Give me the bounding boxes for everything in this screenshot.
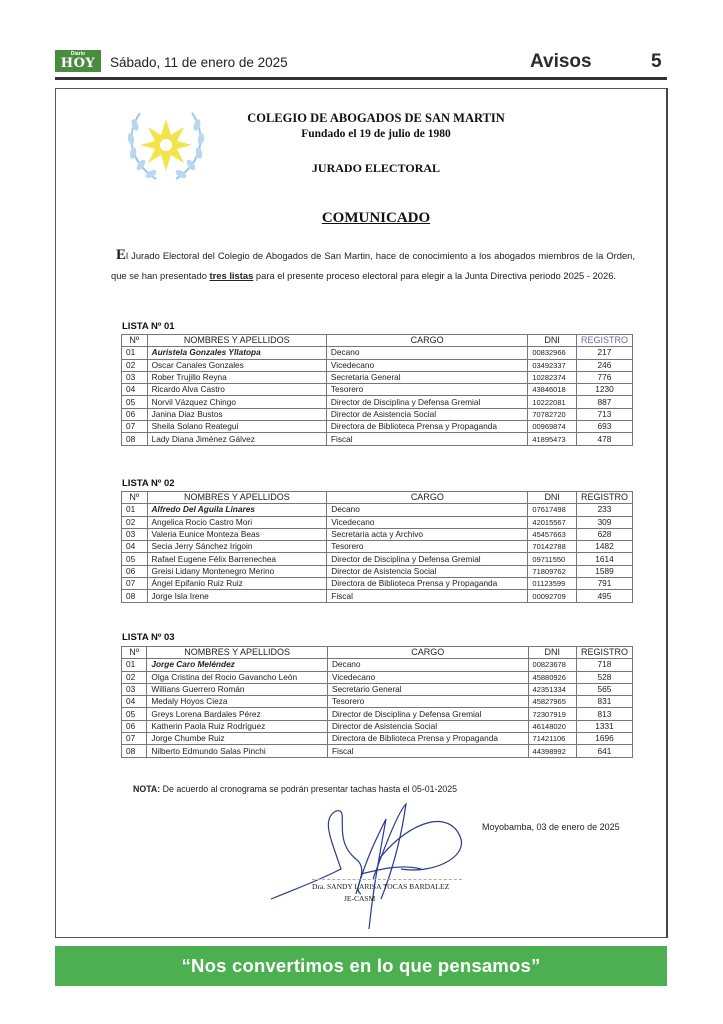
row-number: 03 (122, 371, 148, 383)
member-registro: 478 (576, 433, 632, 445)
table-row (122, 421, 633, 433)
logo-main-text: HOY (60, 56, 96, 71)
table-row (122, 347, 633, 359)
row-number: 07 (122, 578, 148, 590)
table-row (122, 745, 633, 757)
member-registro: 528 (576, 671, 632, 683)
row-number: 08 (122, 590, 148, 602)
member-position: Fiscal (327, 590, 528, 602)
member-position: Director de Disciplina y Defensa Gremial (326, 396, 527, 408)
row-number: 05 (122, 708, 147, 720)
issuing-body: JURADO ELECTORAL (311, 161, 441, 175)
lista-03-table (121, 646, 633, 758)
slogan-banner: “Nos convertimos en lo que pensamos” (55, 946, 667, 986)
member-registro: 641 (576, 745, 632, 757)
member-position: Director de Disciplina y Defensa Gremial (327, 708, 528, 720)
member-registro: 1696 (576, 733, 632, 745)
row-number: 08 (122, 745, 147, 757)
member-name: Rober Trujillo Reyna (147, 371, 326, 383)
member-position: Directora de Biblioteca Prensa y Propaganda (326, 421, 527, 433)
row-number: 07 (122, 421, 148, 433)
row-number: 02 (122, 671, 147, 683)
member-position: Vicedecano (326, 359, 527, 371)
table-header-row: Nº NOMBRES Y APELLIDOS CARGO DNI REGISTRO (122, 335, 633, 347)
member-name: Willians Guerrero Román (147, 683, 328, 695)
member-name: Greisi Lidany Montenegro Merino (147, 565, 327, 577)
member-position: Secretario General (327, 683, 528, 695)
member-name: Secia Jerry Sánchez Irigoin (147, 541, 327, 553)
row-number: 03 (122, 683, 147, 695)
member-position: Tesorero (327, 541, 528, 553)
table-row (122, 733, 633, 745)
signer-name: Dra. SANDY LARISA TOCAS BARDALEZ (312, 882, 450, 891)
member-dni: 70782720 (528, 408, 577, 420)
member-name: Medaly Hoyos Cieza (147, 696, 328, 708)
member-dni: 09711550 (528, 553, 577, 565)
row-number: 03 (122, 528, 148, 540)
member-name: Jorge Isla Irene (147, 590, 327, 602)
signature-line (312, 879, 462, 880)
member-name: Lady Diana Jiménez Gálvez (147, 433, 326, 445)
member-name: Norvil Vázquez Chingo (147, 396, 326, 408)
member-name: Nilberto Edmundo Salas Pinchi (147, 745, 328, 757)
member-position: Decano (326, 347, 527, 359)
member-registro: 813 (576, 708, 632, 720)
signature-icon (261, 799, 491, 939)
member-position: Secretaria acta y Archivo (327, 528, 528, 540)
table-row (122, 516, 633, 528)
table-row (122, 720, 633, 732)
member-dni: 42351334 (528, 683, 576, 695)
table-row (122, 504, 633, 516)
table-header-row: Nº NOMBRES Y APELLIDOS CARGO DNI REGISTRO (122, 647, 633, 659)
table-row (122, 659, 633, 671)
lista-03-title: LISTA Nº 03 (122, 632, 175, 643)
row-number: 05 (122, 396, 148, 408)
member-dni: 44398992 (528, 745, 576, 757)
member-name: Oscar Canales Gonzales (147, 359, 326, 371)
member-position: Directora de Biblioteca Prensa y Propaganda (327, 733, 528, 745)
member-registro: 628 (576, 528, 632, 540)
member-dni: 70142788 (528, 541, 577, 553)
member-name: Valeria Eunice Monteza Beas (147, 528, 327, 540)
member-dni: 45827965 (528, 696, 576, 708)
member-dni: 46148020 (528, 720, 576, 732)
row-number: 04 (122, 384, 148, 396)
table-row (122, 696, 633, 708)
member-dni: 42015567 (528, 516, 577, 528)
table-row (122, 541, 633, 553)
member-dni: 10282374 (528, 371, 577, 383)
table-header-row: Nº NOMBRES Y APELLIDOS CARGO DNI REGISTRO (122, 492, 633, 504)
table-row (122, 590, 633, 602)
member-name: Jorge Caro Meléndez (147, 659, 328, 671)
member-position: Director de Asistencia Social (326, 408, 527, 420)
row-number: 06 (122, 408, 148, 420)
member-dni: 71421106 (528, 733, 576, 745)
member-registro: 1331 (576, 720, 632, 732)
member-name: Katherin Paola Ruiz Rodríguez (147, 720, 328, 732)
lista-01-table (121, 334, 633, 446)
row-number: 08 (122, 433, 148, 445)
member-name: Sheila Solano Reategui (147, 421, 326, 433)
table-row (122, 671, 633, 683)
member-registro: 495 (576, 590, 632, 602)
member-dni: 00823678 (528, 659, 576, 671)
member-dni: 01123599 (528, 578, 577, 590)
member-position: Director de Asistencia Social (327, 720, 528, 732)
member-name: Greys Lorena Bardales Pérez (147, 708, 328, 720)
member-registro: 217 (576, 347, 632, 359)
member-position: Directora de Biblioteca Prensa y Propaganda (327, 578, 528, 590)
member-name: Angelica Rocio Castro Mori (147, 516, 327, 528)
member-dni: 45880926 (528, 671, 576, 683)
table-row (122, 433, 633, 445)
lista-01-title: LISTA Nº 01 (122, 321, 175, 332)
nota-label: NOTA: (133, 784, 161, 794)
row-number: 01 (122, 504, 148, 516)
logo-top-text: Diario (70, 51, 86, 57)
section-title: Avisos (530, 51, 592, 72)
row-number: 01 (122, 659, 147, 671)
member-dni: 10222081 (528, 396, 577, 408)
table-row (122, 359, 633, 371)
table-row (122, 396, 633, 408)
member-position: Secretaria General (326, 371, 527, 383)
member-dni: 71809762 (528, 565, 577, 577)
member-registro: 713 (576, 408, 632, 420)
member-registro: 565 (576, 683, 632, 695)
row-number: 07 (122, 733, 147, 745)
member-position: Fiscal (327, 745, 528, 757)
diario-hoy-logo (55, 50, 101, 72)
member-name: Jorge Chumbe Ruiz (147, 733, 328, 745)
lista-02-table (121, 491, 633, 603)
signer-role: JE-CASM (344, 894, 376, 903)
table-row (122, 578, 633, 590)
intro-paragraph: El Jurado Electoral del Colegio de Abogados de San Martin, hace de conocimiento a los abogados miembros de la Orden, que se han presentado tres listas para el presente proceso electoral para elegir a la Junta Directiva periodo 2025 - 2026. (111, 247, 635, 281)
member-dni: 03492337 (528, 359, 577, 371)
member-registro: 309 (576, 516, 632, 528)
header-rule (55, 77, 667, 80)
member-registro: 246 (576, 359, 632, 371)
member-registro: 791 (576, 578, 632, 590)
member-registro: 693 (576, 421, 632, 433)
newspaper-header (55, 48, 667, 76)
member-registro: 776 (576, 371, 632, 383)
row-number: 02 (122, 359, 148, 371)
table-row (122, 384, 633, 396)
table-row (122, 565, 633, 577)
founded-date: Fundado el 19 de julio de 1980 (301, 128, 451, 140)
member-position: Decano (327, 504, 528, 516)
member-registro: 1614 (576, 553, 632, 565)
member-position: Vicedecano (327, 671, 528, 683)
nota-text: De acuerdo al cronograma se podrán presentar tachas hasta el 05-01-2025 (160, 784, 458, 794)
page-number: 5 (651, 51, 662, 72)
member-registro: 1230 (576, 384, 632, 396)
row-number: 01 (122, 347, 148, 359)
member-dni: 43846018 (528, 384, 577, 396)
member-position: Fiscal (326, 433, 527, 445)
member-registro: 233 (576, 504, 632, 516)
member-registro: 887 (576, 396, 632, 408)
member-name: Ricardo Alva Castro (147, 384, 326, 396)
member-registro: 1482 (576, 541, 632, 553)
member-dni: 45457663 (528, 528, 577, 540)
member-position: Decano (327, 659, 528, 671)
row-number: 04 (122, 541, 148, 553)
table-row (122, 371, 633, 383)
institution-name: COLEGIO DE ABOGADOS DE SAN MARTIN (247, 111, 505, 125)
member-registro: 718 (576, 659, 632, 671)
member-position: Director de Asistencia Social (327, 565, 528, 577)
table-row (122, 683, 633, 695)
member-name: Janina Diaz Bustos (147, 408, 326, 420)
member-dni: 00969874 (528, 421, 577, 433)
member-registro: 1589 (576, 565, 632, 577)
row-number: 02 (122, 516, 148, 528)
member-position: Vicedecano (327, 516, 528, 528)
row-number: 06 (122, 565, 148, 577)
member-name: Rafael Eugene Félix Barrenechea (147, 553, 327, 565)
place-date: Moyobamba, 03 de enero de 2025 (482, 822, 620, 832)
member-dni: 41895473 (528, 433, 577, 445)
member-position: Tesorero (327, 696, 528, 708)
member-name: Ángel Epifanio Ruiz Ruiz (147, 578, 327, 590)
member-registro: 831 (576, 696, 632, 708)
lista-02-title: LISTA Nº 02 (122, 478, 175, 489)
member-name: Auristela Gonzales Yllatopa (147, 347, 326, 359)
table-row (122, 553, 633, 565)
member-dni: 00092709 (528, 590, 577, 602)
issue-date: Sábado, 11 de enero de 2025 (110, 55, 288, 70)
member-position: Director de Disciplina y Defensa Gremial (327, 553, 528, 565)
member-dni: 00832966 (528, 347, 577, 359)
member-name: Alfredo Del Aguila Linares (147, 504, 327, 516)
row-number: 05 (122, 553, 148, 565)
notice-frame (55, 88, 668, 938)
member-dni: 72307919 (528, 708, 576, 720)
nota (133, 784, 457, 794)
member-position: Tesorero (326, 384, 527, 396)
table-row (122, 528, 633, 540)
table-row (122, 708, 633, 720)
row-number: 04 (122, 696, 147, 708)
row-number: 06 (122, 720, 147, 732)
drop-cap: E (116, 247, 127, 263)
notice-title: COMUNICADO (321, 210, 431, 226)
emphasis-tres-listas: tres listas (209, 270, 254, 281)
member-name: Olga Cristina del Rocio Gavancho León (147, 671, 328, 683)
laurel-star-emblem-icon (122, 105, 210, 185)
table-row (122, 408, 633, 420)
member-dni: 07617498 (528, 504, 577, 516)
